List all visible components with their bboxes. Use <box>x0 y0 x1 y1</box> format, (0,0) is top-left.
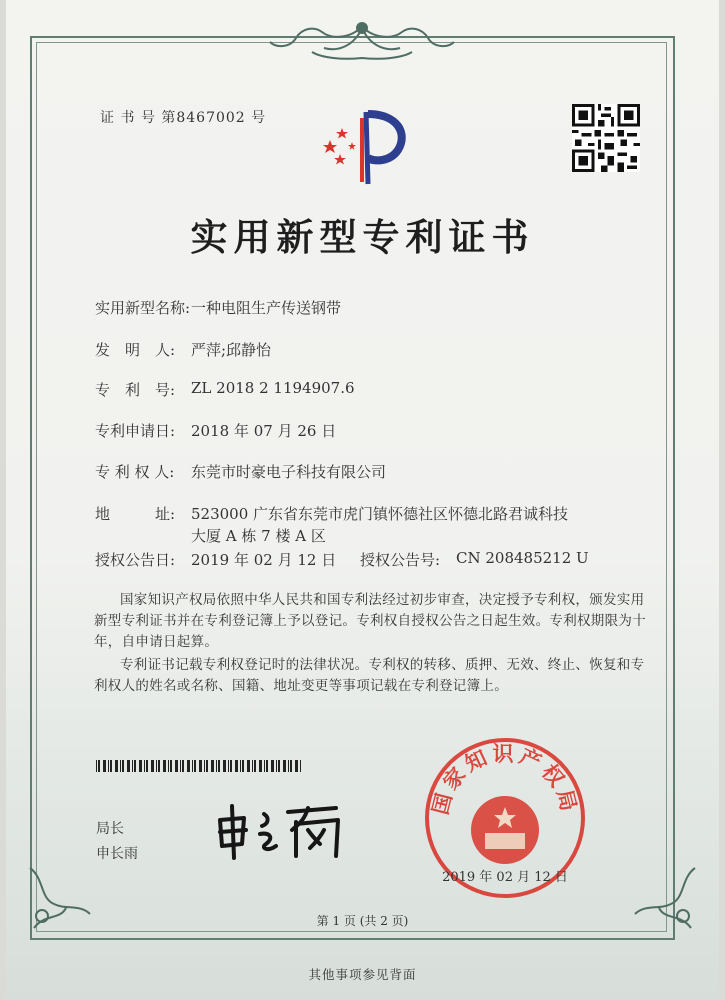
field-label-patent-number: 专 利 号: <box>95 381 176 399</box>
field-value-application-date: 2018 年 07 月 26 日 <box>191 422 337 440</box>
handwritten-signature <box>212 800 352 862</box>
certificate-number: 证 书 号 第8467002 号 <box>100 110 267 126</box>
field-value-inventor: 严萍;邱静怡 <box>191 341 272 359</box>
paragraph-1-line-1: 国家知识产权局依照中华人民共和国专利法经过初步审查，决定授予专利权，颁发实用 <box>120 592 645 608</box>
field-label-patentee: 专 利 权 人: <box>95 463 175 481</box>
svg-text:国家知识产权局: 国家知识产权局 <box>427 741 583 818</box>
field-value-patentee: 东莞市时豪电子科技有限公司 <box>191 463 387 481</box>
page-indicator: 第 1 页 (共 2 页) <box>316 914 409 928</box>
field-value-patent-number: ZL 2018 2 1194907.6 <box>191 379 355 397</box>
paragraph-1-line-3: 年，自申请日起算。 <box>94 634 219 650</box>
signatory-name: 申长雨 <box>96 846 138 862</box>
official-seal <box>422 735 588 901</box>
field-value-address-line2: 大厦 A 栋 7 楼 A 区 <box>191 527 326 545</box>
paragraph-2-line-1: 专利证书记载专利权登记时的法律状况。专利权的转移、质押、无效、终止、恢复和专 <box>120 657 645 673</box>
field-label-address: 地 址: <box>95 505 176 523</box>
signatory-title: 局长 <box>96 821 124 837</box>
field-label-grant-number: 授权公告号: <box>360 551 441 569</box>
field-value-design-name: 一种电阻生产传送钢带 <box>191 299 342 317</box>
field-label-design-name: 实用新型名称: <box>95 299 191 317</box>
field-label-inventor: 发 明 人: <box>95 341 176 359</box>
paragraph-2-line-2: 利权人的姓名或名称、国籍、地址变更等事项记载在专利登记簿上。 <box>94 678 508 694</box>
certificate-title: 实用新型专利证书 <box>190 215 535 259</box>
field-value-address-line1: 523000 广东省东莞市虎门镇怀德社区怀德北路君诚科技 <box>191 505 569 523</box>
barcode <box>96 760 304 772</box>
field-value-grant-number: CN 208485212 U <box>456 549 589 567</box>
top-ornament <box>262 18 462 64</box>
footer-note: 其他事项参见背面 <box>308 967 417 982</box>
field-label-application-date: 专利申请日: <box>95 422 176 440</box>
field-value-grant-date: 2019 年 02 月 12 日 <box>191 551 337 569</box>
cnipa-logo-icon <box>318 104 414 190</box>
paragraph-1-line-2: 新型专利证书并在专利登记簿上予以登记。专利权自授权公告之日起生效。专利权期限为十 <box>94 613 646 629</box>
svg-text:2019 年 02 月 12 日: 2019 年 02 月 12 日 <box>442 870 568 885</box>
qr-code <box>572 104 640 172</box>
field-label-grant-date: 授权公告日: <box>95 551 176 569</box>
